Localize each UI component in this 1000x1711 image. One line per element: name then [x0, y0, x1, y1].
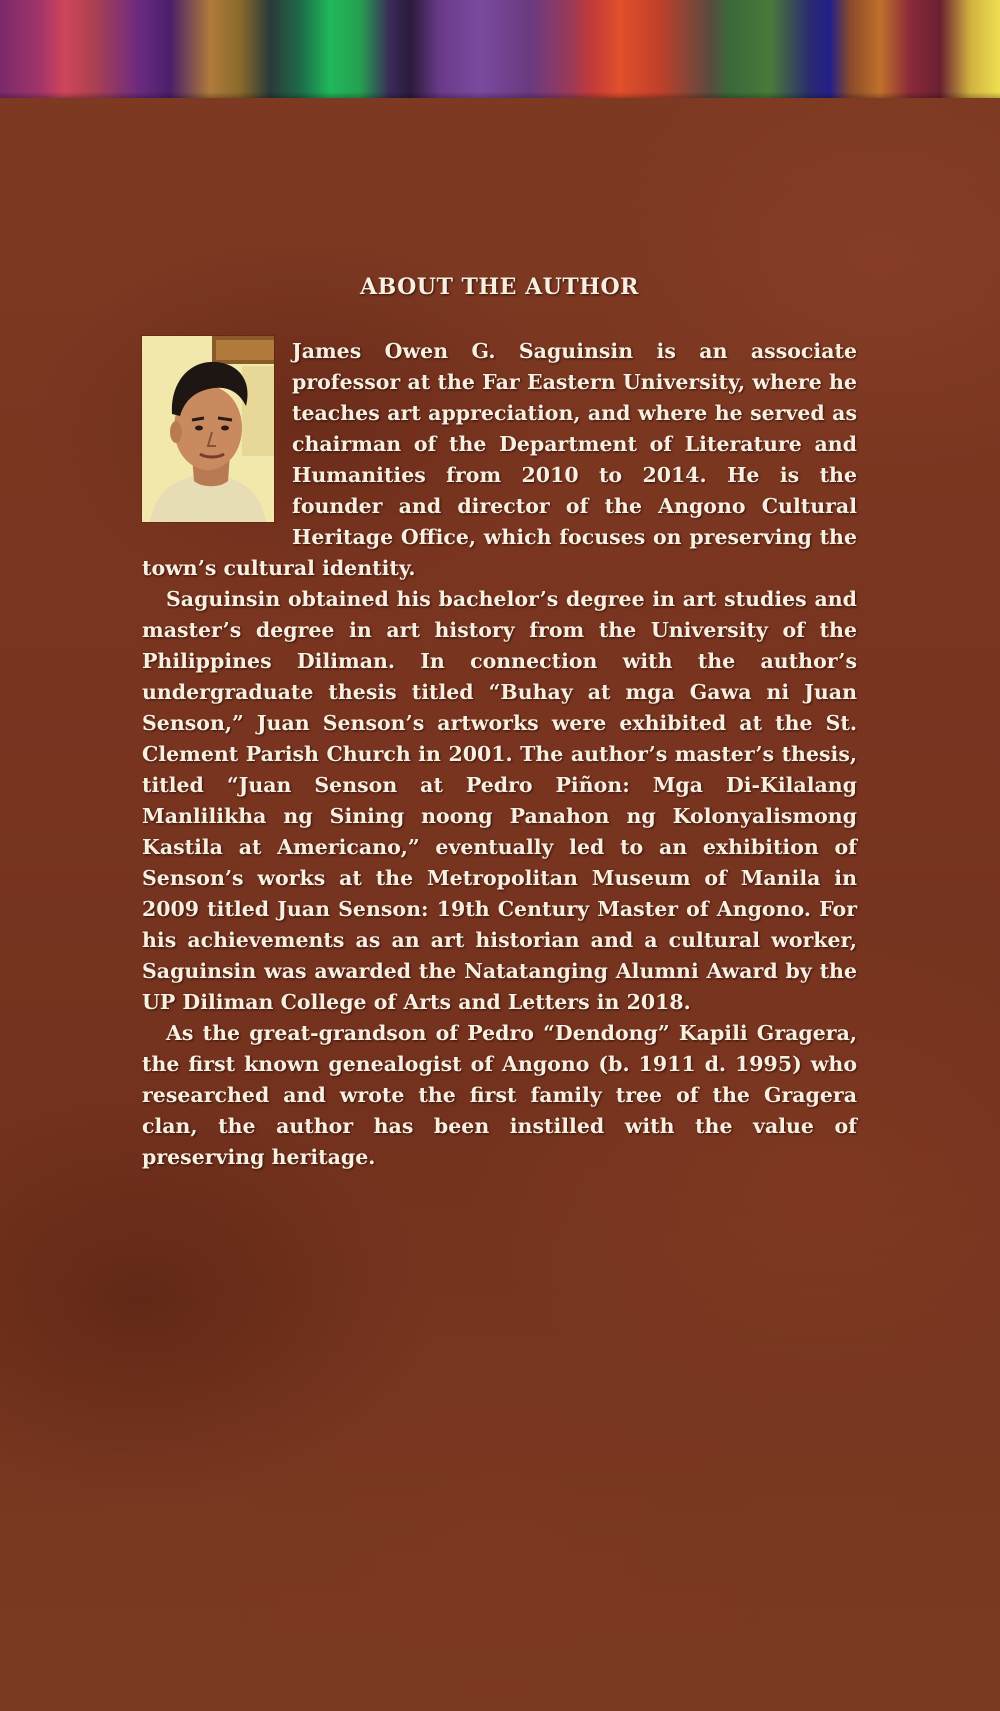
author-bio-paragraph-1: James Owen G. Saguinsin is an associate professor at the Far Eastern University, where he teaches art appreciation, and where he served as chairman of the Department of Literature and Humanities from 2010 to 2014. He is the founder and director of the Angono Cultural Heritage Office, which focuses on preserving the town’s cultural identity. — [142, 339, 857, 580]
author-bio-paragraph-2: Saguinsin obtained his bachelor’s degree in art studies and master’s degree in art history from the University of the Philippines Diliman. In connection with the author’s undergraduate thesis titled “Buhay at mga Gawa ni Juan Senson,” Juan Senson’s artworks were exhibited at the St. Clement Parish Church in 2001. The author’s master’s thesis, titled “Juan Senson at Pedro Piñon: Mga Di-Kilalang Manlilikha ng Sining noong Panahon ng Kolonyalismong Kastila at Americano,” eventually led to an exhibition of Senson’s works at the Metropolitan Museum of Manila in 2009 titled Juan Senson: 19th Century Master of Angono. For his achievements as an art historian and a cultural worker, Saguinsin was awarded the Natatanging Alumni Award by the UP Diliman College of Arts and Letters in 2018. — [142, 587, 857, 1014]
author-portrait-graphic — [142, 336, 274, 522]
color-stripe-band — [0, 0, 1000, 98]
author-bio-paragraph-3: As the great-grandson of Pedro “Dendong” Kapili Gragera, the first known genealogist of Angono (b. 1911 d. 1995) who researched and wrote the first family tree of the Gragera clan, the author has been instilled with the value of preserving heritage. — [142, 1021, 857, 1169]
author-photo — [142, 336, 274, 522]
section-heading: ABOUT THE AUTHOR — [360, 274, 639, 300]
about-the-author-section — [142, 262, 857, 1173]
